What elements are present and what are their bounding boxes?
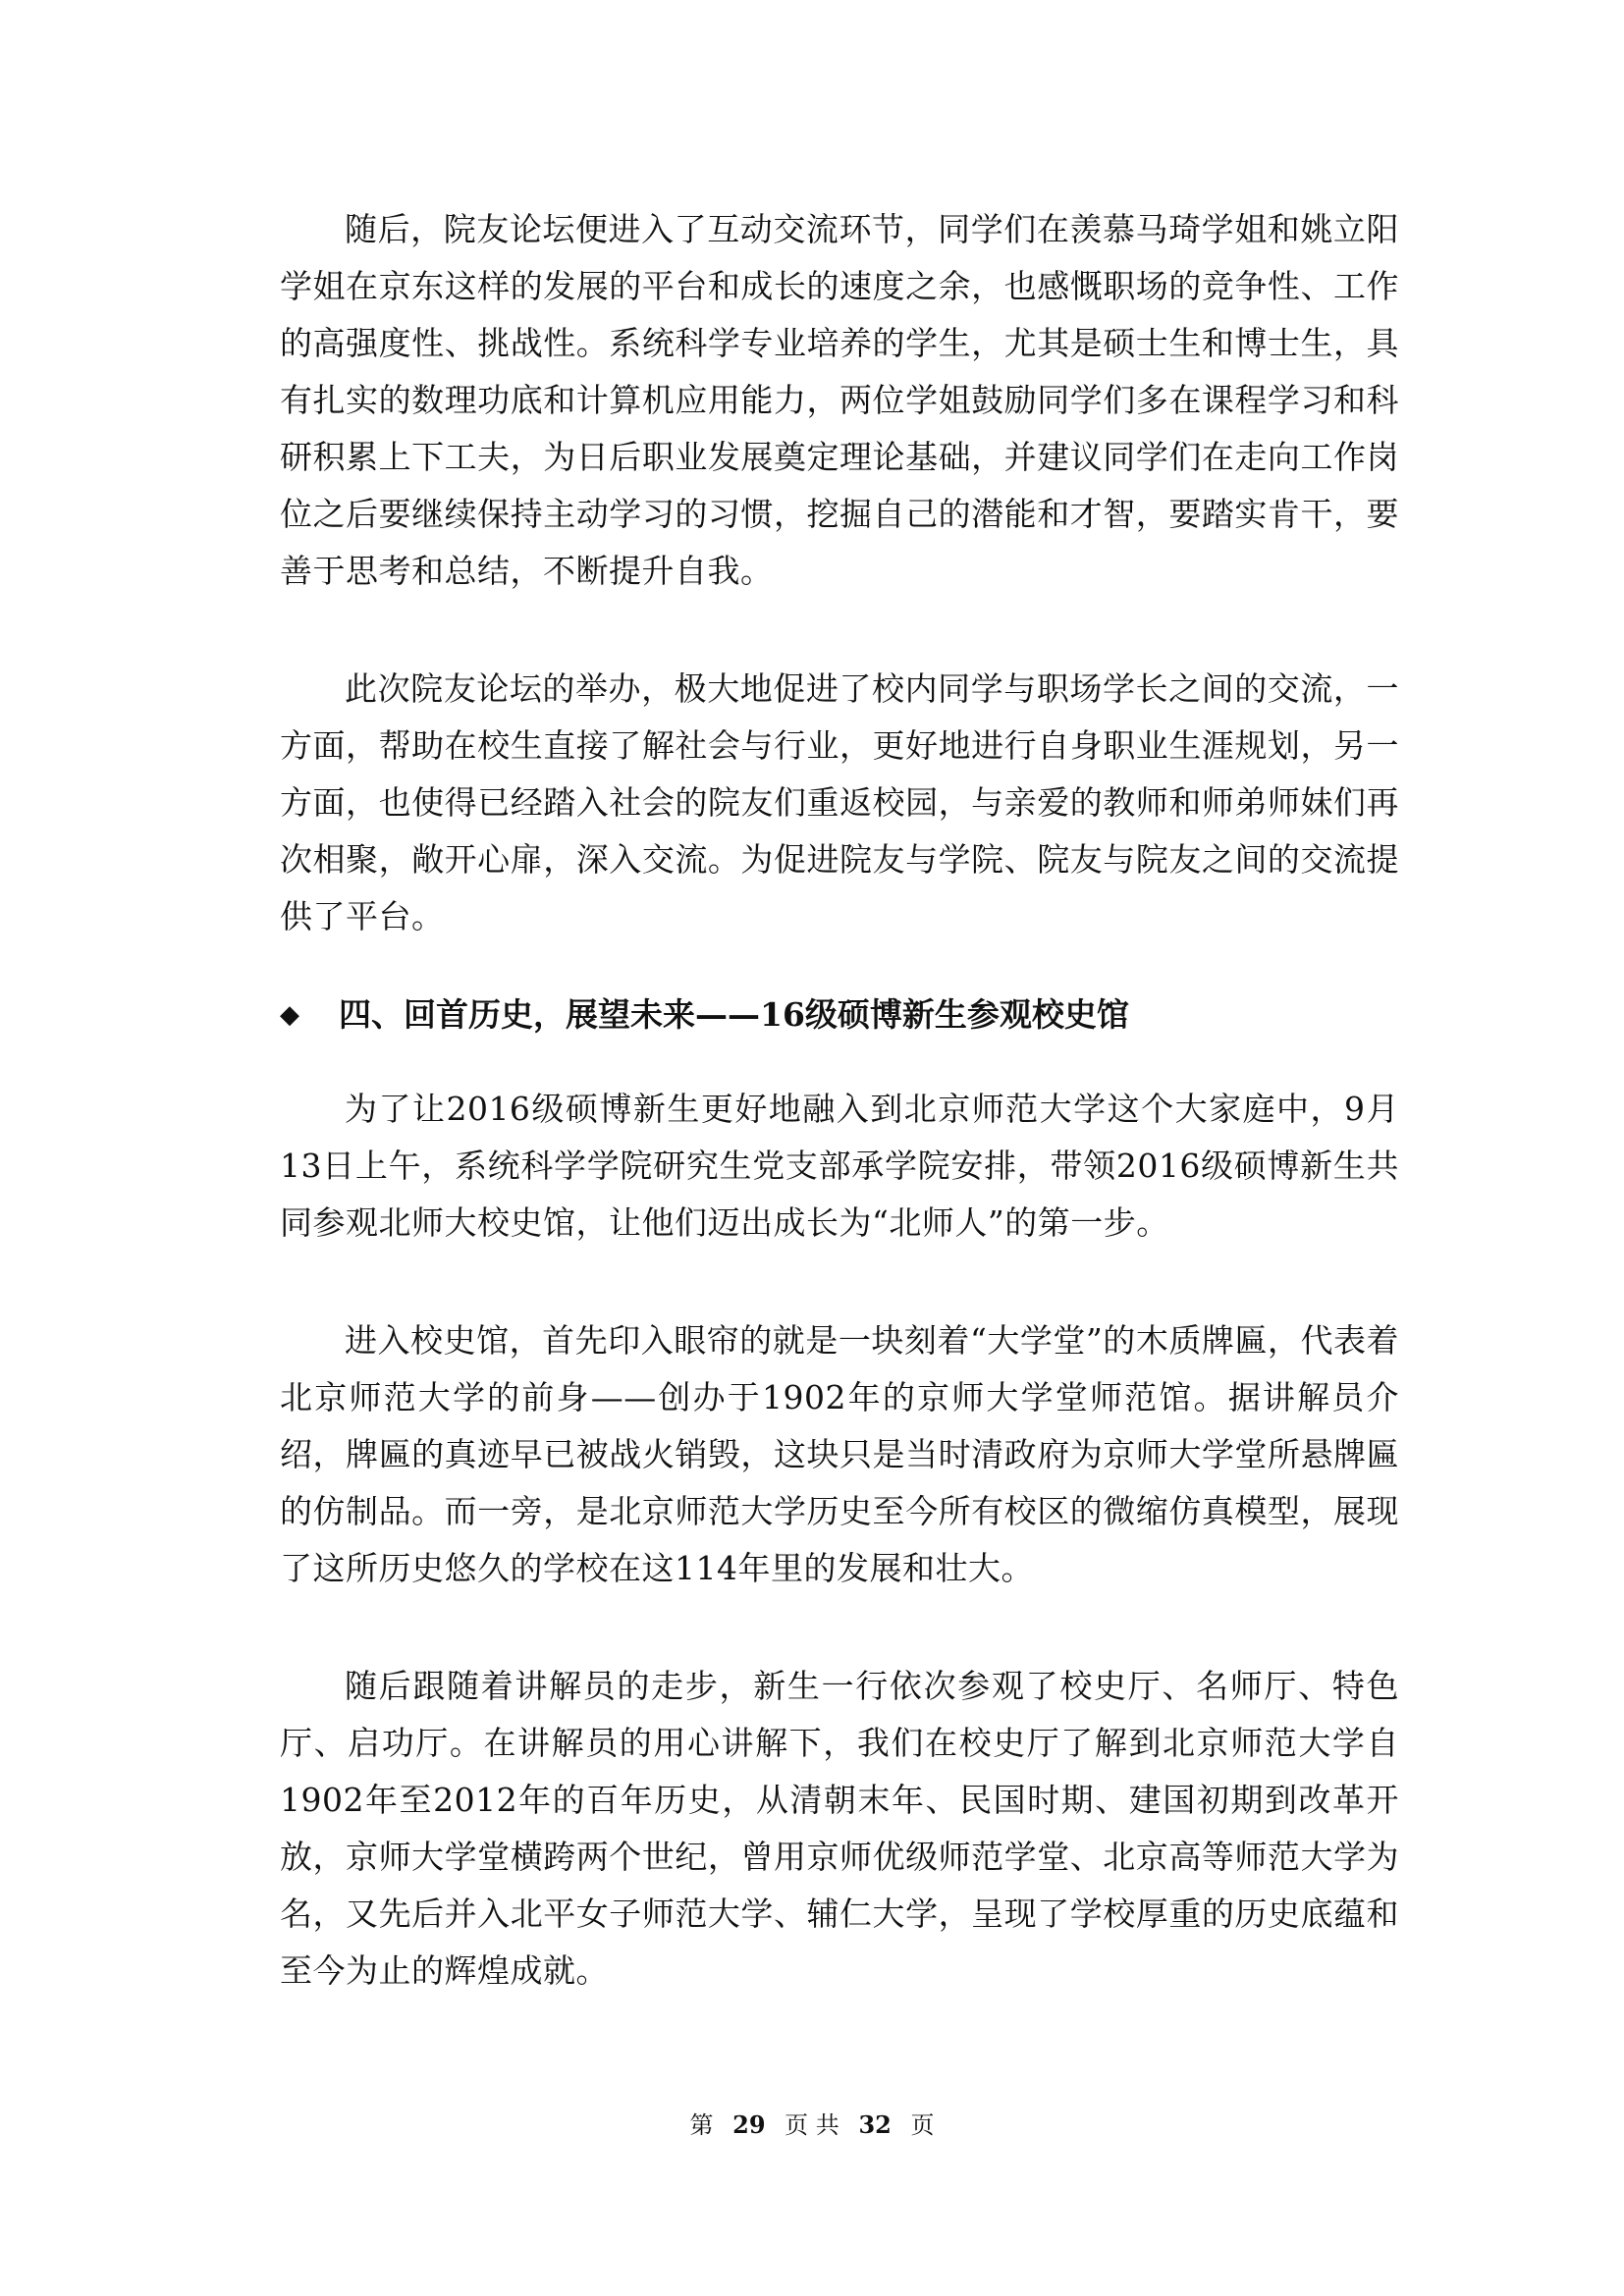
section-heading-text: 四、回首历史，展望未来——16级硕博新生参观校史馆 <box>339 995 1129 1034</box>
paragraph-museum-plaque: 进入校史馆，首先印入眼帘的就是一块刻着“大学堂”的木质牌匾，代表着北京师范大学的前身——创办于1902年的京师大学堂师范馆。据讲解员介绍，牌匾的真迹早已被战火销毁，这块只是当时清政府为京师大学堂所悬牌匾的仿制品。而一旁，是北京师范大学历史至今所有校区的微缩仿真模型，展现了这所历史悠久的学校在这114年里的发展和壮大。 <box>280 1321 1399 1587</box>
footer-total-pages: 32 <box>858 2110 892 2139</box>
footer-page-number: 29 <box>732 2110 766 2139</box>
diamond-bullet-icon: ◆ <box>280 1000 299 1030</box>
paragraph-forum-summary: 此次院友论坛的举办，极大地促进了校内同学与职场学长之间的交流，一方面，帮助在校生直接了解社会与行业，更好地进行自身职业生涯规划，另一方面，也使得已经踏入社会的院友们重返校园，与亲爱的教师和师弟师妹们再次相聚，敞开心扉，深入交流。为促进院友与学院、院友与院友之间的交流提供了平台。 <box>280 669 1399 935</box>
page-content <box>280 201 1399 2000</box>
footer-middle: 页 共 <box>785 2111 839 2139</box>
paragraph-museum-halls: 随后跟随着讲解员的走步，新生一行依次参观了校史厅、名师厅、特色厅、启功厅。在讲解员的用心讲解下，我们在校史厅了解到北京师范大学自1902年至2012年的百年历史，从清朝末年、民国时期、建国初期到改革开放，京师大学堂横跨两个世纪，曾用京师优级师范学堂、北京高等师范大学为名，又先后并入北平女子师范大学、辅仁大学，呈现了学校厚重的历史底蕴和至今为止的辉煌成就。 <box>280 1667 1399 1990</box>
footer-prefix: 第 <box>689 2111 714 2139</box>
paragraph-forum-interaction: 随后，院友论坛便进入了互动交流环节，同学们在羡慕马琦学姐和姚立阳学姐在京东这样的发展的平台和成长的速度之余，也感慨职场的竞争性、工作的高强度性、挑战性。系统科学专业培养的学生，尤其是硕士生和博士生，具有扎实的数理功底和计算机应用能力，两位学姐鼓励同学们多在课程学习和科研积累上下工夫，为日后职业发展奠定理论基础，并建议同学们在走向工作岗位之后要继续保持主动学习的习惯，挖掘自己的潜能和才智，要踏实肯干，要善于思考和总结，不断提升自我。 <box>280 210 1399 590</box>
footer-suffix: 页 <box>910 2111 935 2139</box>
page-footer <box>0 2110 1624 2140</box>
section-heading <box>280 987 1399 1043</box>
paragraph-museum-visit: 为了让2016级硕博新生更好地融入到北京师范大学这个大家庭中，9月13日上午，系统科学学院研究生党支部承学院安排，带领2016级硕博新生共同参观北师大校史馆，让他们迈出成长为“北师人”的第一步。 <box>280 1090 1399 1242</box>
